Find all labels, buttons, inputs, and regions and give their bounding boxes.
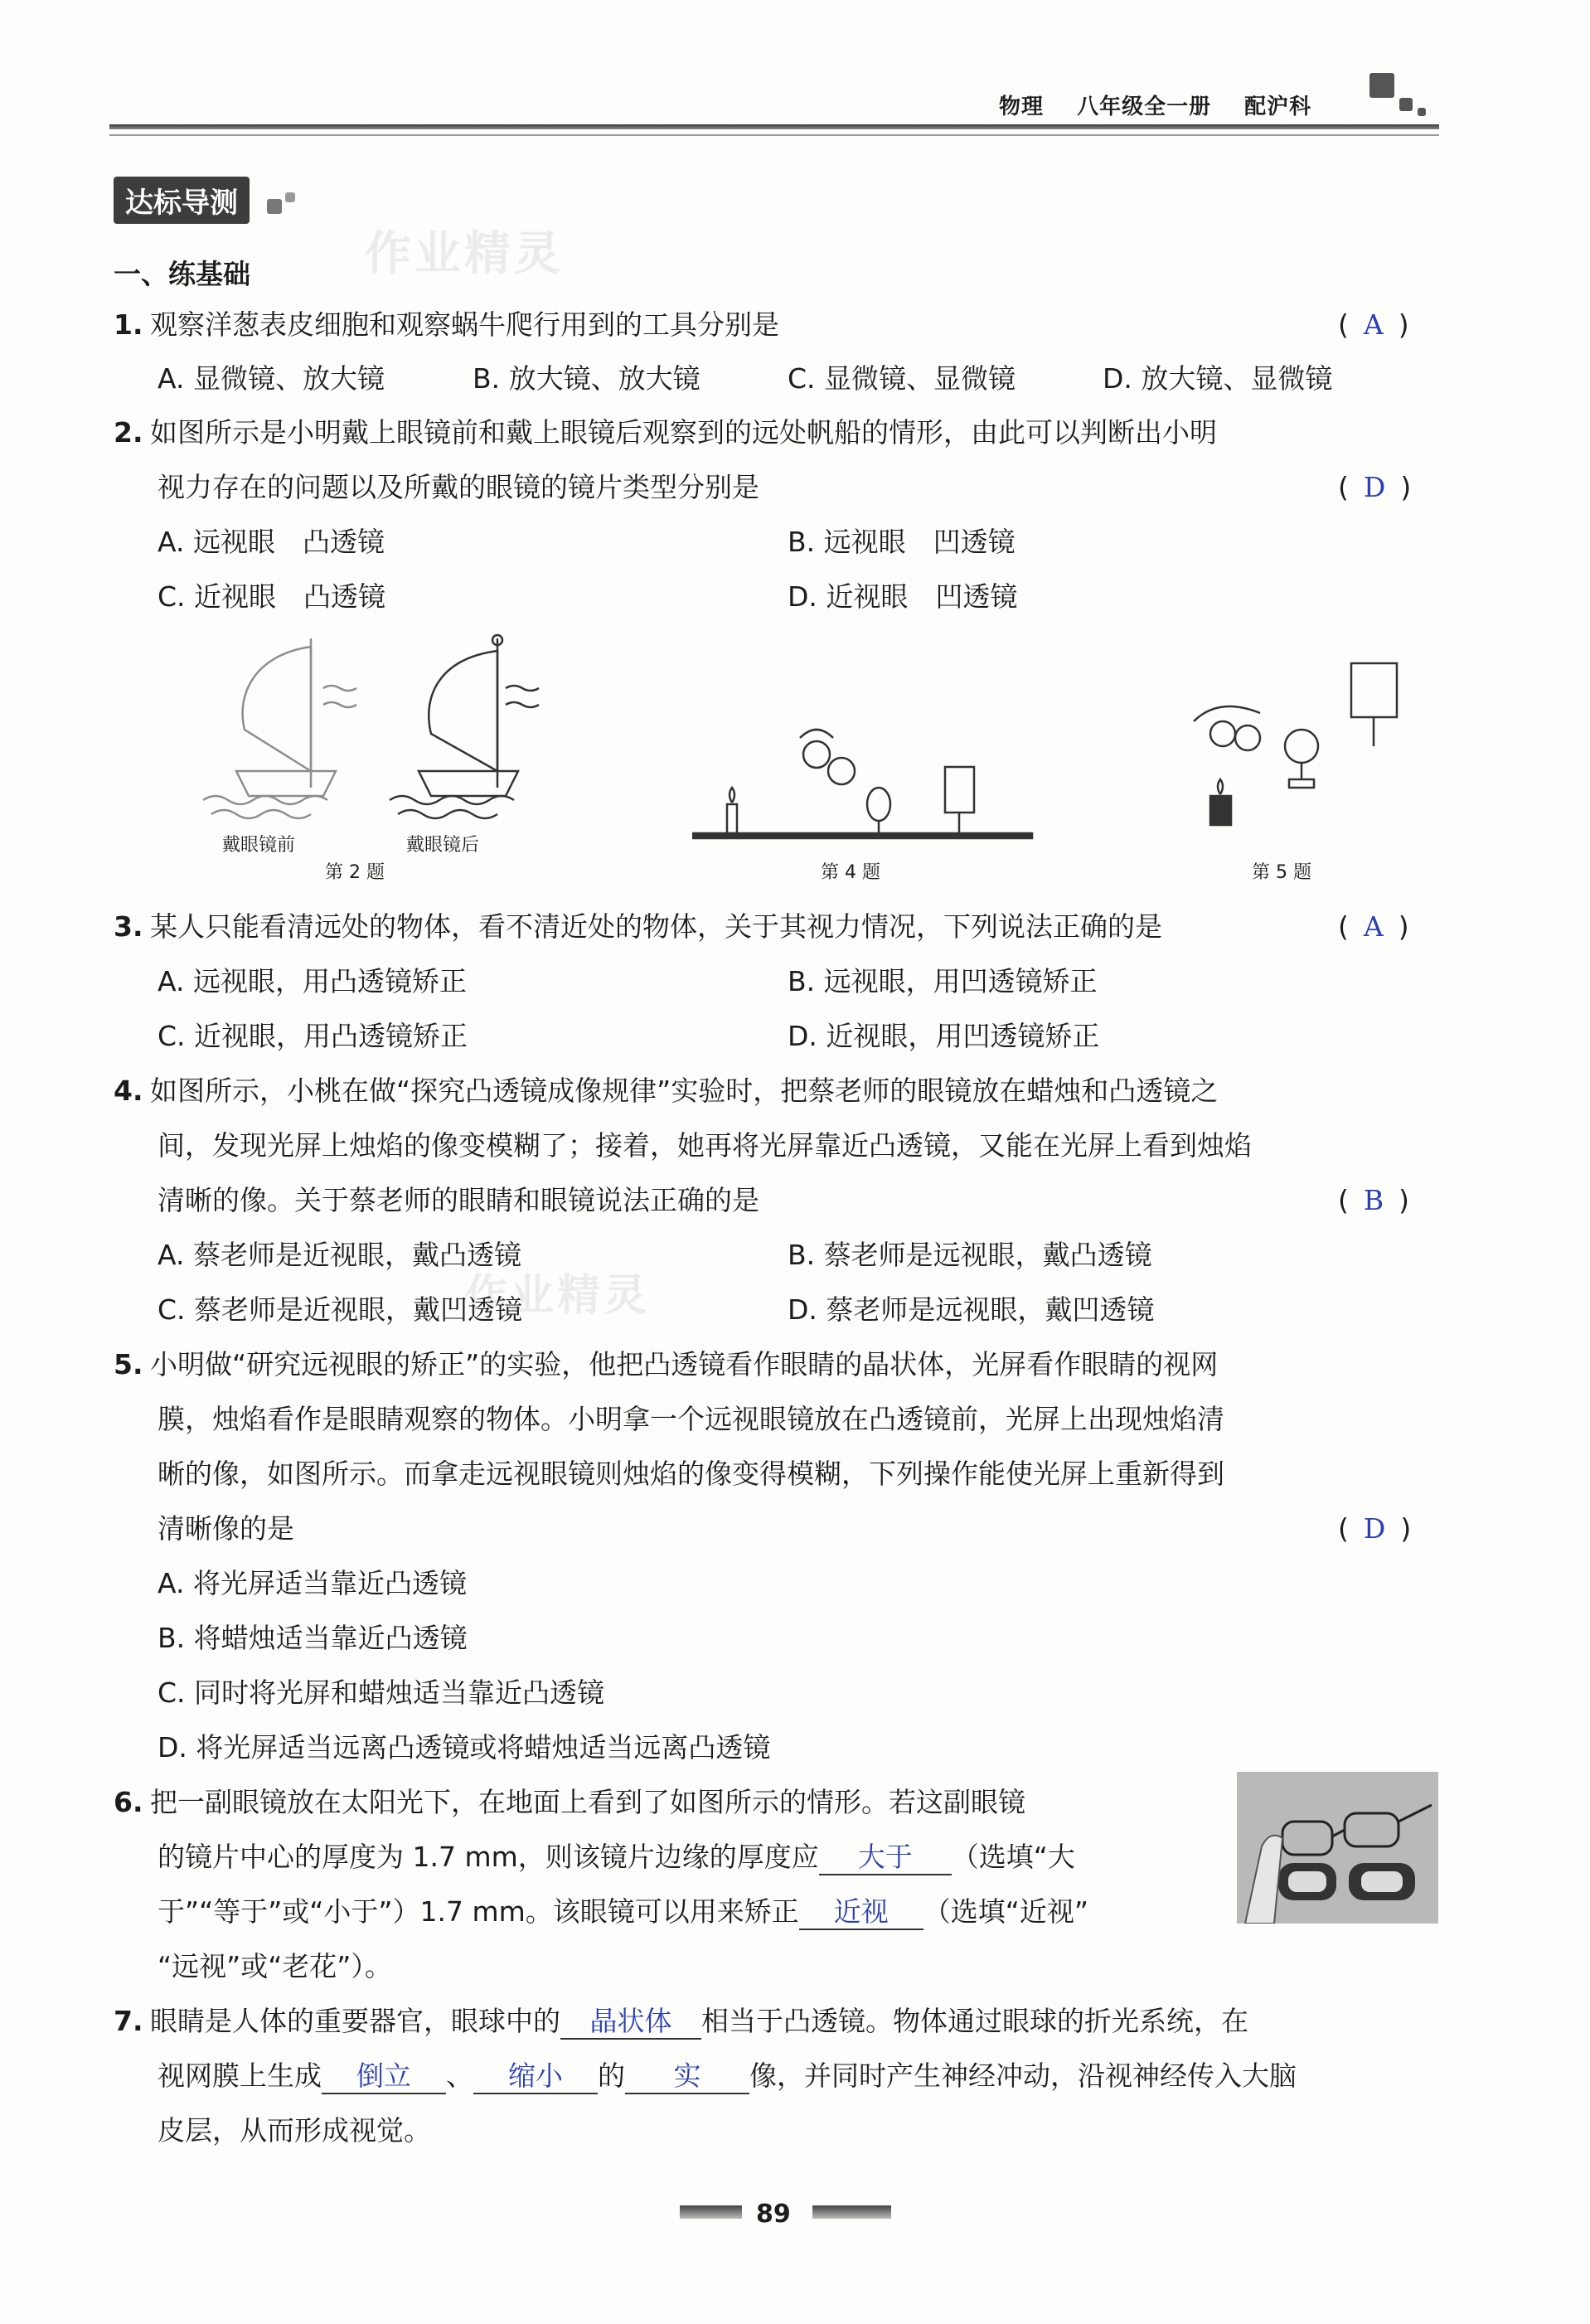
question-6-line4: “远视”或“老花”）。 <box>158 1950 392 1982</box>
question-5-line3: 晰的像，如图所示。而拿走远视眼镜则烛焰的像变得模糊，下列操作能使光屏上重新得到 <box>158 1458 1224 1490</box>
screen-icon <box>1351 663 1397 717</box>
header-rule-thin <box>109 134 1439 136</box>
tag-square-icon <box>267 199 282 214</box>
fill-blank-2: 近视 <box>799 1895 923 1930</box>
watermark: 作业精灵 <box>365 227 564 281</box>
header-edition: 配沪科 <box>1244 95 1312 119</box>
q5-option-b: B. 将蜡烛适当靠近凸透镜 <box>158 1622 468 1654</box>
q3-option-d: D. 近视眼，用凹透镜矫正 <box>788 1020 1100 1052</box>
screen-icon <box>945 767 974 813</box>
fill-blank-3: 晶状体 <box>560 2005 701 2040</box>
question-6-line3: 于”“等于”或“小于”）1.7 mm。该眼镜可以用来矫正 近视 （选填“近视” <box>158 1894 1088 1930</box>
q2-option-c: C. 近视眼 凸透镜 <box>158 580 386 613</box>
hyperopia-figure <box>1177 655 1442 837</box>
question-5: 5. 小明做“研究远视眼的矫正”的实验，他把凸透镜看作眼睛的晶状体，光屏看作眼睛的视网 <box>114 1348 1219 1380</box>
question-7: 7. 眼睛是人体的重要器官，眼球中的 晶状体 相当于凸透镜。物体通过眼球的折光系统，在 <box>114 2003 1248 2040</box>
sailboat-figure <box>187 630 560 846</box>
sailboat-blurry-icon <box>203 638 356 818</box>
page-header <box>999 90 1336 120</box>
answer-2: ( D ) <box>1338 471 1412 503</box>
watermark: 作业精灵 <box>464 1271 651 1321</box>
glasses-shadow-photo <box>1237 1772 1438 1924</box>
question-5-line4: 清晰像的是 <box>158 1512 294 1545</box>
question-4-line3: 清晰的像。关于蔡老师的眼睛和眼镜说法正确的是 <box>158 1184 759 1216</box>
glasses-icon <box>803 741 830 768</box>
q1-option-c: C. 显微镜、显微镜 <box>788 362 1016 395</box>
question-7-line3: 皮层，从而形成视觉。 <box>158 2114 431 2147</box>
page-bar-left <box>680 2205 742 2219</box>
caption-before: 戴眼镜前 <box>222 835 296 856</box>
q4-option-b: B. 蔡老师是远视眼，戴凸透镜 <box>788 1239 1152 1271</box>
caption-fig5: 第 5 题 <box>1252 862 1311 883</box>
caption-fig2: 第 2 题 <box>325 862 385 883</box>
answer-3: ( A ) <box>1338 910 1409 943</box>
q5-option-d: D. 将光屏适当远离凸透镜或将蜡烛适当远离凸透镜 <box>158 1731 771 1764</box>
question-6-line2: 的镜片中心的厚度为 1.7 mm，则该镜片边缘的厚度应 大于 （选填“大 <box>158 1839 1075 1875</box>
tag-square-icon <box>285 192 295 202</box>
question-2-line2: 视力存在的问题以及所戴的眼镜的镜片类型分别是 <box>158 471 759 503</box>
fill-blank-6: 实 <box>625 2060 749 2094</box>
fill-blank-4: 倒立 <box>322 2060 446 2094</box>
q5-option-a: A. 将光屏适当靠近凸透镜 <box>158 1567 467 1599</box>
q4-option-d: D. 蔡老师是远视眼，戴凹透镜 <box>788 1293 1155 1326</box>
glasses-icon <box>1210 721 1235 746</box>
page-number: 89 <box>756 2200 791 2229</box>
caption-after: 戴眼镜后 <box>406 835 480 856</box>
lens-icon <box>1285 730 1318 763</box>
answer-1: ( A ) <box>1338 308 1409 341</box>
fill-blank-1: 大于 <box>819 1841 952 1875</box>
q3-option-c: C. 近视眼，用凸透镜矫正 <box>158 1020 468 1052</box>
caption-fig4: 第 4 题 <box>821 862 880 883</box>
lens-experiment-figure <box>692 688 1040 846</box>
header-square-icon <box>1369 73 1394 98</box>
q2-option-a: A. 远视眼 凸透镜 <box>158 526 385 558</box>
question-4: 4. 如图所示，小桃在做“探究凸透镜成像规律”实验时，把蔡老师的眼镜放在蜡烛和凸透镜之 <box>114 1075 1219 1107</box>
header-grade: 八年级全一册 <box>1077 95 1212 119</box>
question-5-line2: 膜，烛焰看作是眼睛观察的物体。小明拿一个远视眼镜放在凸透镜前，光屏上出现烛焰清 <box>158 1403 1224 1435</box>
question-3: 3. 某人只能看清远处的物体，看不清近处的物体，关于其视力情况，下列说法正确的是 <box>114 910 1162 943</box>
question-2: 2. 如图所示是小明戴上眼镜前和戴上眼镜后观察到的远处帆船的情形，由此可以判断出小明 <box>114 416 1217 449</box>
q1-option-d: D. 放大镜、显微镜 <box>1103 362 1333 395</box>
candle-icon <box>1210 796 1231 825</box>
question-6: 6. 把一副眼镜放在太阳光下，在地面上看到了如图所示的情形。若这副眼镜 <box>114 1786 1025 1818</box>
answer-4: ( B ) <box>1338 1184 1410 1216</box>
q4-option-c: C. 蔡老师是近视眼，戴凹透镜 <box>158 1293 523 1326</box>
page-bar-right <box>812 2205 891 2219</box>
q2-option-d: D. 近视眼 凹透镜 <box>788 580 1018 613</box>
q3-option-a: A. 远视眼，用凸透镜矫正 <box>158 965 467 997</box>
question-7-line2: 视网膜上生成 倒立 、 缩小 的 实 像，并同时产生神经冲动，沿视神经传入大脑 <box>158 2058 1297 2094</box>
subheading: 一、练基础 <box>114 258 250 290</box>
q1-option-b: B. 放大镜、放大镜 <box>473 362 700 395</box>
header-square-icon <box>1418 108 1426 116</box>
header-subject: 物理 <box>999 95 1045 119</box>
candle-icon <box>727 804 737 833</box>
header-square-icon <box>1399 98 1413 111</box>
q3-option-b: B. 远视眼，用凹透镜矫正 <box>788 965 1098 997</box>
q2-option-b: B. 远视眼 凹透镜 <box>788 526 1016 558</box>
q1-option-a: A. 显微镜、放大镜 <box>158 362 385 395</box>
sailboat-clear-icon <box>390 635 539 818</box>
section-tag: 达标导测 <box>114 177 250 224</box>
question-4-line2: 间，发现光屏上烛焰的像变模糊了；接着，她再将光屏靠近凸透镜，又能在光屏上看到烛焰 <box>158 1129 1252 1162</box>
q5-option-c: C. 同时将光屏和蜡烛适当靠近凸透镜 <box>158 1676 605 1709</box>
header-rule <box>109 124 1439 129</box>
fill-blank-5: 缩小 <box>473 2060 598 2094</box>
answer-5: ( D ) <box>1338 1512 1412 1545</box>
q4-option-a: A. 蔡老师是近视眼，戴凸透镜 <box>158 1239 521 1271</box>
lens-icon <box>867 788 890 821</box>
question-1: 1. 观察洋葱表皮细胞和观察蜗牛爬行用到的工具分别是 <box>114 308 779 341</box>
optical-bench-icon <box>692 833 1032 838</box>
